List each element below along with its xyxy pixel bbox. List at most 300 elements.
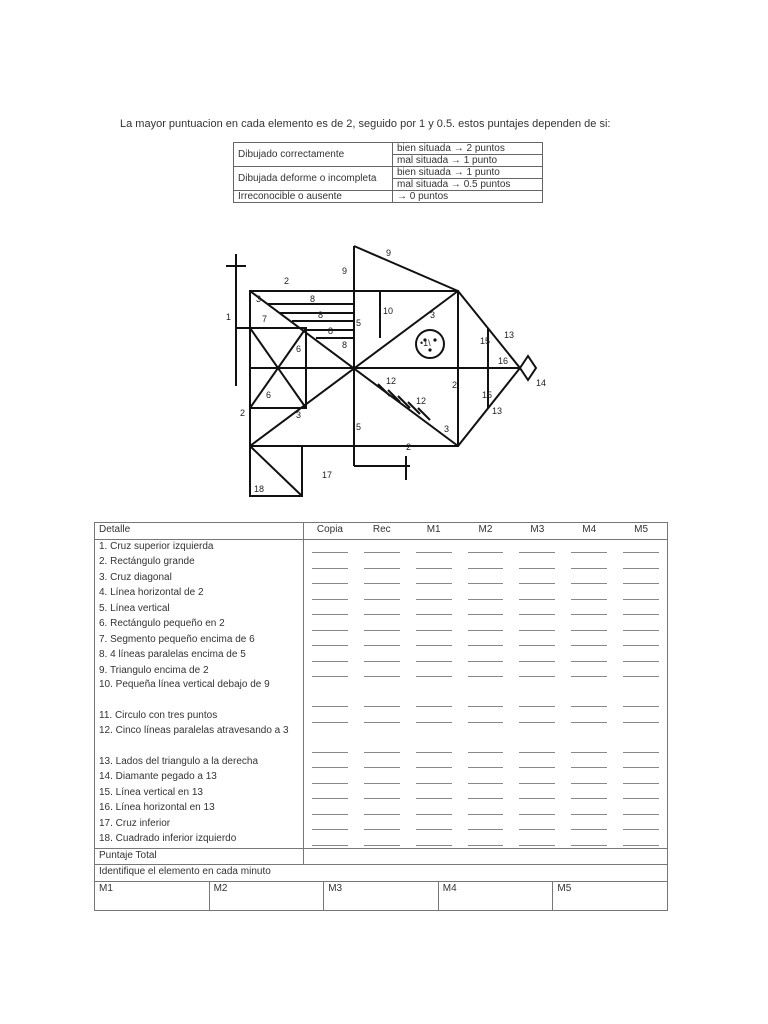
score-blank <box>364 552 400 553</box>
figure-label: 16 <box>498 356 509 366</box>
score-cell[interactable] <box>304 801 356 817</box>
score-blank <box>364 583 400 584</box>
score-blank <box>519 829 555 830</box>
score-blank <box>519 583 555 584</box>
score-cell[interactable] <box>615 709 667 725</box>
score-blank <box>364 614 400 615</box>
score-cell[interactable] <box>563 540 615 556</box>
score-blank <box>519 661 555 662</box>
score-cell[interactable] <box>304 664 356 680</box>
score-cell[interactable] <box>563 586 615 602</box>
item-label: 2. Rectángulo grande <box>95 555 304 571</box>
criteria-category: Irreconocible o ausente <box>234 191 393 203</box>
score-cell[interactable] <box>563 832 615 848</box>
score-cell[interactable] <box>511 679 563 709</box>
score-cell[interactable] <box>460 571 512 587</box>
score-cell[interactable] <box>563 770 615 786</box>
score-cell[interactable] <box>615 786 667 802</box>
minute-cell-m4[interactable]: M4 <box>439 882 554 910</box>
figure-label: 8 <box>318 310 324 320</box>
score-cell[interactable] <box>511 817 563 833</box>
item-label: 5. Línea vertical <box>95 602 304 618</box>
score-blank <box>468 583 504 584</box>
score-cell[interactable] <box>304 571 356 587</box>
score-cell[interactable] <box>356 571 408 587</box>
score-blank <box>364 706 400 707</box>
score-cell[interactable] <box>563 801 615 817</box>
criteria-outcome: → 0 puntos <box>393 191 543 203</box>
figure-label: 8 <box>310 294 316 304</box>
score-cell[interactable] <box>408 664 460 680</box>
score-cell[interactable] <box>511 725 563 755</box>
item-label: 3. Cruz diagonal <box>95 571 304 587</box>
criteria-outcome: mal situada → 0.5 puntos <box>393 179 543 191</box>
score-blank <box>416 752 452 753</box>
score-cell[interactable] <box>408 817 460 833</box>
score-cell[interactable] <box>460 832 512 848</box>
score-cell[interactable] <box>408 725 460 755</box>
score-cell[interactable] <box>304 786 356 802</box>
score-cell[interactable] <box>356 755 408 771</box>
score-cell[interactable] <box>615 832 667 848</box>
score-cell[interactable] <box>356 801 408 817</box>
score-cell[interactable] <box>356 786 408 802</box>
score-cell[interactable] <box>356 817 408 833</box>
figure-label: 7 <box>262 314 268 324</box>
score-blank <box>519 752 555 753</box>
score-cell[interactable] <box>511 801 563 817</box>
figure-label: 2 <box>284 276 290 286</box>
score-cell[interactable] <box>460 633 512 649</box>
figure-label: 13 <box>504 330 515 340</box>
score-cell[interactable] <box>304 648 356 664</box>
score-blank <box>623 814 659 815</box>
figure-label: 3 <box>444 424 450 434</box>
score-cell[interactable] <box>563 617 615 633</box>
score-cell[interactable] <box>408 709 460 725</box>
score-cell[interactable] <box>408 571 460 587</box>
table-row <box>95 786 667 802</box>
score-cell[interactable] <box>511 755 563 771</box>
score-blank <box>519 599 555 600</box>
score-blank <box>468 706 504 707</box>
score-cell[interactable] <box>615 555 667 571</box>
criteria-outcome: mal situada → 1 punto <box>393 155 543 167</box>
score-blank <box>623 752 659 753</box>
score-cell[interactable] <box>563 817 615 833</box>
score-cell[interactable] <box>304 679 356 709</box>
grid-header-row <box>95 523 667 540</box>
score-cell[interactable] <box>356 832 408 848</box>
m5-header: M5 <box>634 524 649 535</box>
score-cell[interactable] <box>615 633 667 649</box>
scoring-grid <box>94 522 668 911</box>
score-cell[interactable] <box>563 648 615 664</box>
score-cell[interactable] <box>563 633 615 649</box>
score-cell[interactable] <box>511 633 563 649</box>
score-cell[interactable] <box>304 755 356 771</box>
score-cell[interactable] <box>304 540 356 556</box>
figure-label: 5 <box>356 422 362 432</box>
score-cell[interactable] <box>408 832 460 848</box>
score-blank <box>364 676 400 677</box>
rey-complex-figure <box>220 236 550 498</box>
figure-label: 17 <box>322 470 333 480</box>
figure-label: 3 <box>256 294 262 304</box>
score-cell[interactable] <box>511 617 563 633</box>
score-blank <box>519 783 555 784</box>
total-value-cell[interactable] <box>304 849 667 865</box>
figure-label: 6 <box>296 344 302 354</box>
score-blank <box>571 661 607 662</box>
score-cell[interactable] <box>356 602 408 618</box>
score-blank <box>416 767 452 768</box>
score-blank <box>468 798 504 799</box>
score-cell[interactable] <box>460 755 512 771</box>
score-cell[interactable] <box>408 770 460 786</box>
score-blank <box>416 798 452 799</box>
score-blank <box>623 783 659 784</box>
score-cell[interactable] <box>356 725 408 755</box>
score-cell[interactable] <box>408 786 460 802</box>
figure-label: 3 <box>296 410 302 420</box>
instructions-text: La mayor puntuacion en cada elemento es de 2, seguido por 1 y 0.5. estos puntajes dependen de si: <box>120 118 611 130</box>
total-label: Puntaje Total <box>95 849 304 865</box>
total-row <box>95 848 667 866</box>
figure-label: 2 <box>406 442 412 452</box>
score-blank <box>519 614 555 615</box>
score-blank <box>468 676 504 677</box>
figure-label: 9 <box>342 266 348 276</box>
score-cell[interactable] <box>615 770 667 786</box>
score-blank <box>312 798 348 799</box>
figure-label: 2 <box>452 380 458 390</box>
score-cell[interactable] <box>304 586 356 602</box>
score-cell[interactable] <box>460 540 512 556</box>
score-blank <box>571 614 607 615</box>
score-blank <box>571 599 607 600</box>
score-cell[interactable] <box>615 648 667 664</box>
score-cell[interactable] <box>356 633 408 649</box>
score-blank <box>623 583 659 584</box>
score-blank <box>416 722 452 723</box>
score-cell[interactable] <box>460 664 512 680</box>
score-blank <box>416 645 452 646</box>
detalle-header: Detalle <box>95 523 304 539</box>
score-blank <box>312 845 348 846</box>
score-cell[interactable] <box>615 540 667 556</box>
score-cell[interactable] <box>408 679 460 709</box>
score-cell[interactable] <box>460 725 512 755</box>
score-cell[interactable] <box>460 602 512 618</box>
score-blank <box>364 845 400 846</box>
score-blank <box>364 568 400 569</box>
score-cell[interactable] <box>356 555 408 571</box>
score-blank <box>468 568 504 569</box>
score-blank <box>468 814 504 815</box>
score-cell[interactable] <box>615 586 667 602</box>
score-cell[interactable] <box>563 555 615 571</box>
score-cell[interactable] <box>460 786 512 802</box>
score-cell[interactable] <box>460 586 512 602</box>
score-cell[interactable] <box>511 832 563 848</box>
score-blank <box>364 829 400 830</box>
score-cell[interactable] <box>356 648 408 664</box>
score-blank <box>519 676 555 677</box>
score-blank <box>416 583 452 584</box>
score-cell[interactable] <box>511 540 563 556</box>
criteria-category: Dibujada deforme o incompleta <box>234 167 393 191</box>
score-cell[interactable] <box>615 617 667 633</box>
score-cell[interactable] <box>511 602 563 618</box>
figure-label: 15 <box>480 336 491 346</box>
item-label: 18. Cuadrado inferior izquierdo <box>95 832 304 848</box>
rec-header: Rec <box>372 524 391 535</box>
criteria-outcome: bien situada → 1 punto <box>393 167 543 179</box>
score-blank <box>571 783 607 784</box>
table-row <box>95 709 667 725</box>
score-cell[interactable] <box>408 633 460 649</box>
score-blank <box>623 614 659 615</box>
score-cell[interactable] <box>408 617 460 633</box>
table-row <box>95 770 667 786</box>
score-cell[interactable] <box>615 571 667 587</box>
score-blank <box>623 767 659 768</box>
score-blank <box>623 829 659 830</box>
identify-row <box>95 865 667 882</box>
grid-items <box>95 540 667 848</box>
circle-dot <box>428 348 431 351</box>
figure-label: 12 <box>416 396 427 406</box>
score-blank <box>519 630 555 631</box>
figure-label: 8 <box>342 340 348 350</box>
score-blank <box>312 722 348 723</box>
top-triangle-edge <box>354 246 458 291</box>
score-blank <box>312 814 348 815</box>
score-cell[interactable] <box>408 586 460 602</box>
score-cell[interactable] <box>304 633 356 649</box>
score-cell[interactable] <box>304 832 356 848</box>
score-blank <box>468 783 504 784</box>
item-label: 11. Circulo con tres puntos <box>95 709 304 725</box>
score-cell[interactable] <box>563 755 615 771</box>
figure-label: 1 <box>226 312 232 322</box>
diamond <box>520 356 536 380</box>
score-blank <box>519 552 555 553</box>
score-cell[interactable] <box>304 770 356 786</box>
score-blank <box>571 630 607 631</box>
score-blank <box>468 767 504 768</box>
score-cell[interactable] <box>408 755 460 771</box>
score-blank <box>571 814 607 815</box>
circle-dot <box>433 338 436 341</box>
minute-cell-m5[interactable]: M5 <box>557 882 572 894</box>
score-cell[interactable] <box>356 540 408 556</box>
score-blank <box>571 722 607 723</box>
score-blank <box>623 706 659 707</box>
item-label: 8. 4 líneas paralelas encima de 5 <box>95 648 304 664</box>
table-row <box>95 648 667 664</box>
score-blank <box>519 722 555 723</box>
score-cell[interactable] <box>615 602 667 618</box>
score-cell[interactable] <box>408 602 460 618</box>
table-row <box>95 755 667 771</box>
score-cell[interactable] <box>356 770 408 786</box>
score-blank <box>364 767 400 768</box>
score-cell[interactable] <box>304 817 356 833</box>
score-blank <box>416 845 452 846</box>
table-row <box>95 832 667 848</box>
score-blank <box>468 630 504 631</box>
figure-label: 13 <box>492 406 503 416</box>
score-blank <box>571 845 607 846</box>
score-blank <box>623 661 659 662</box>
m2-header: M2 <box>478 524 493 535</box>
score-blank <box>571 552 607 553</box>
score-blank <box>312 552 348 553</box>
table-row <box>95 571 667 587</box>
score-blank <box>364 814 400 815</box>
identify-label: Identifique el elemento en cada minuto <box>99 866 271 877</box>
figure-label: 3 <box>430 310 436 320</box>
item-label: 7. Segmento pequeño encima de 6 <box>95 633 304 649</box>
score-blank <box>364 798 400 799</box>
item-label: 15. Línea vertical en 13 <box>95 786 304 802</box>
score-cell[interactable] <box>356 664 408 680</box>
score-cell[interactable] <box>615 664 667 680</box>
score-cell[interactable] <box>304 602 356 618</box>
score-blank <box>312 706 348 707</box>
score-cell[interactable] <box>408 555 460 571</box>
score-cell[interactable] <box>563 602 615 618</box>
score-cell[interactable] <box>304 725 356 755</box>
score-blank <box>519 814 555 815</box>
table-row <box>95 602 667 618</box>
score-cell[interactable] <box>511 770 563 786</box>
score-cell[interactable] <box>563 679 615 709</box>
score-cell[interactable] <box>511 664 563 680</box>
minute-cell-m3[interactable]: M3 <box>324 882 439 910</box>
item-label: 12. Cinco líneas paralelas atravesando a 3 <box>95 725 304 755</box>
figure-label: 12 <box>386 376 397 386</box>
score-cell[interactable] <box>615 725 667 755</box>
score-cell[interactable] <box>511 571 563 587</box>
figure-label: 8 <box>328 326 334 336</box>
score-cell[interactable] <box>356 586 408 602</box>
minute-cell-m1[interactable]: M1 <box>95 882 210 910</box>
score-blank <box>312 599 348 600</box>
score-blank <box>571 829 607 830</box>
figure-label: 9 <box>386 248 392 258</box>
score-cell[interactable] <box>511 586 563 602</box>
score-cell[interactable] <box>408 540 460 556</box>
score-cell[interactable] <box>615 817 667 833</box>
criteria-category: Dibujado correctamente <box>234 143 393 167</box>
item-label: 13. Lados del triangulo a la derecha <box>95 755 304 771</box>
score-cell[interactable] <box>460 709 512 725</box>
score-cell[interactable] <box>460 617 512 633</box>
score-cell[interactable] <box>408 648 460 664</box>
score-blank <box>416 706 452 707</box>
score-cell[interactable] <box>563 786 615 802</box>
minute-cell-m2[interactable]: M2 <box>210 882 325 910</box>
score-blank <box>519 645 555 646</box>
score-cell[interactable] <box>356 709 408 725</box>
score-blank <box>623 552 659 553</box>
score-cell[interactable] <box>460 817 512 833</box>
score-cell[interactable] <box>304 555 356 571</box>
score-cell[interactable] <box>460 679 512 709</box>
score-cell[interactable] <box>408 801 460 817</box>
score-cell[interactable] <box>563 664 615 680</box>
item-label: 4. Línea horizontal de 2 <box>95 586 304 602</box>
score-cell[interactable] <box>563 725 615 755</box>
score-blank <box>312 767 348 768</box>
figure-label: •1\ <box>420 338 431 348</box>
score-cell[interactable] <box>563 709 615 725</box>
score-blank <box>468 752 504 753</box>
m1-header: M1 <box>426 524 441 535</box>
table-row <box>95 617 667 633</box>
score-cell[interactable] <box>615 801 667 817</box>
item-label: 10. Pequeña línea vertical debajo de 9 <box>95 679 304 709</box>
score-blank <box>416 829 452 830</box>
score-cell[interactable] <box>511 648 563 664</box>
score-blank <box>312 568 348 569</box>
score-cell[interactable] <box>563 571 615 587</box>
score-blank <box>623 722 659 723</box>
score-blank <box>571 752 607 753</box>
score-cell[interactable] <box>304 617 356 633</box>
score-cell[interactable] <box>615 755 667 771</box>
score-blank <box>312 829 348 830</box>
score-blank <box>623 568 659 569</box>
score-blank <box>416 599 452 600</box>
score-cell[interactable] <box>460 770 512 786</box>
score-blank <box>571 676 607 677</box>
score-blank <box>364 752 400 753</box>
score-blank <box>468 645 504 646</box>
score-blank <box>312 661 348 662</box>
score-cell[interactable] <box>304 709 356 725</box>
score-blank <box>468 599 504 600</box>
score-blank <box>312 645 348 646</box>
score-cell[interactable] <box>356 679 408 709</box>
score-blank <box>519 568 555 569</box>
score-blank <box>416 814 452 815</box>
score-blank <box>312 752 348 753</box>
score-blank <box>571 568 607 569</box>
score-blank <box>364 645 400 646</box>
table-row <box>95 679 667 709</box>
score-cell[interactable] <box>460 801 512 817</box>
score-cell[interactable] <box>511 786 563 802</box>
score-blank <box>571 798 607 799</box>
figure-label: 10 <box>383 306 394 316</box>
score-cell[interactable] <box>460 555 512 571</box>
score-blank <box>364 599 400 600</box>
item-label: 9. Triangulo encima de 2 <box>95 664 304 680</box>
score-cell[interactable] <box>356 617 408 633</box>
score-blank <box>416 568 452 569</box>
score-cell[interactable] <box>511 555 563 571</box>
score-blank <box>571 583 607 584</box>
figure-label: 2 <box>240 408 246 418</box>
score-blank <box>416 676 452 677</box>
score-cell[interactable] <box>615 679 667 709</box>
score-cell[interactable] <box>460 648 512 664</box>
score-cell[interactable] <box>511 709 563 725</box>
